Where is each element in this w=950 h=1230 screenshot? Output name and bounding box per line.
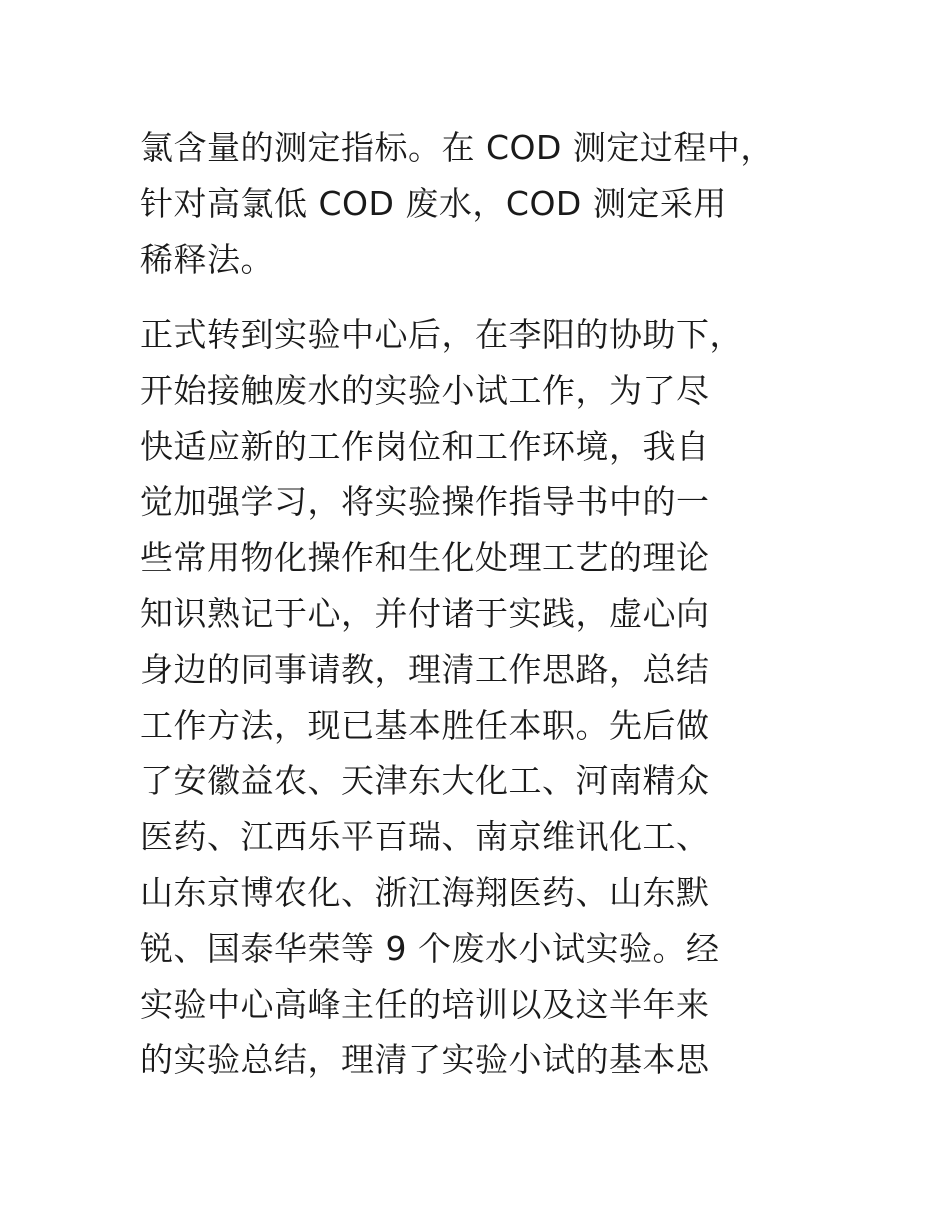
text-line: 觉加强学习，将实验操作指导书中的一 — [140, 482, 710, 522]
text-line: 针对高氯低 COD 废水，COD 测定采用 — [140, 183, 727, 223]
text-line: 锐、国泰华荣等 9 个废水小试实验。经 — [140, 928, 720, 968]
paragraph-lab-work — [140, 307, 840, 1088]
text-line: 了安徽益农、天津东大化工、河南精众 — [140, 761, 710, 801]
text-line: 知识熟记于心，并付诸于实践，虚心向 — [140, 593, 710, 633]
text-line: 正式转到实验中心后，在李阳的协助下， — [140, 315, 743, 354]
text-line: 氯含量的测定指标。在 COD 测定过程中， — [140, 128, 774, 167]
text-line: 医药、江西乐平百瑞、南京维讯化工、 — [140, 817, 710, 857]
text-line: 工作方法，现已基本胜任本职。先后做 — [140, 705, 710, 745]
text-line: 快适应新的工作岗位和工作环境，我自 — [140, 426, 710, 466]
text-line: 稀释法。 — [140, 239, 274, 279]
text-line: 身边的同事请教，理清工作思路，总结 — [140, 649, 710, 689]
text-line: 实验中心高峰主任的培训以及这半年来 — [140, 984, 710, 1024]
text-line: 开始接触废水的实验小试工作，为了尽 — [140, 370, 710, 410]
text-line: 些常用物化操作和生化处理工艺的理论 — [140, 538, 710, 578]
text-line: 山东京博农化、浙江海翔医药、山东默 — [140, 872, 710, 912]
text-line: 的实验总结，理清了实验小试的基本思 — [140, 1040, 710, 1080]
paragraph-cod-method — [140, 120, 840, 287]
